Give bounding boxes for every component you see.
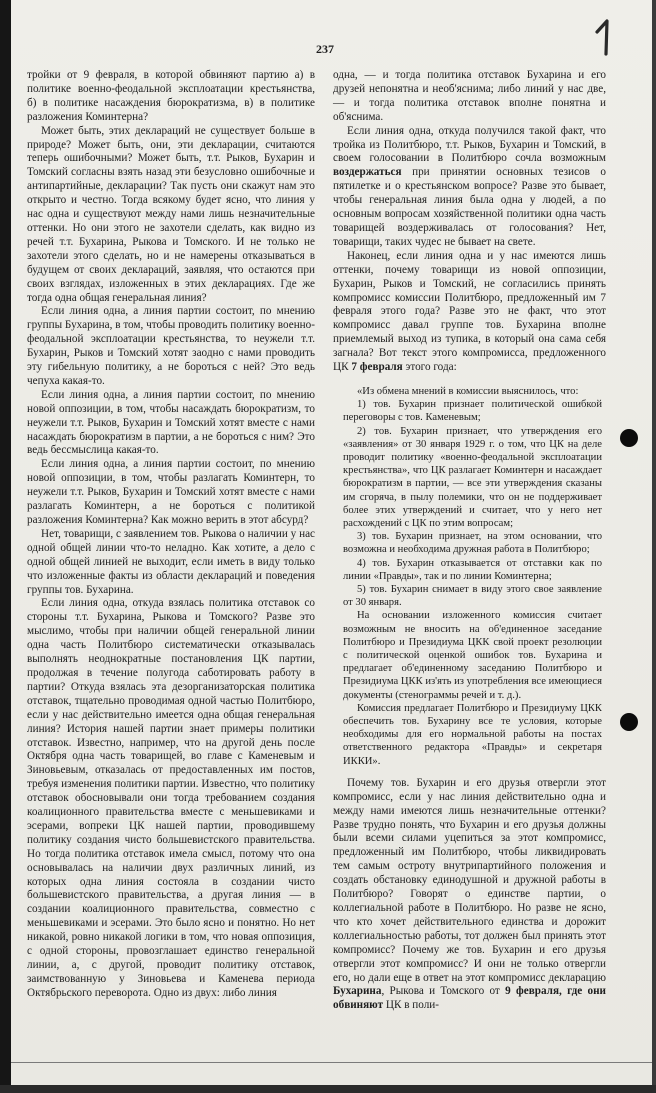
bold-phrase: 7 февраля [351, 361, 403, 374]
text-run: , Рыкова и Томского от [381, 985, 506, 998]
bold-phrase: 9 февраля, где они обвиняют [333, 985, 607, 1012]
bold-phrase: Бухарина [333, 985, 382, 998]
paragraph: тройки от 9 февраля, в которой обвиняют партию а) в политике военно-феодальной эксплоатации крестьянства, б) в политике насаждения бюрократизма, в) в политике разложения Коминтерна? [27, 69, 315, 123]
punch-hole-lower [620, 713, 638, 731]
quote-paragraph: 4) тов. Бухарин отказывается от отставки как по линии «Правды», так и по линии Коминтерна; [343, 557, 602, 582]
quote-paragraph: Комиссия предлагает Политбюро и Президиуму ЦКК обеспечить тов. Бухарину все те условия, которые необходимы для его нормальной работы на постах ответственного редактора «Правды» и секретаря ИККИ». [343, 702, 602, 767]
scan-bottom-line [11, 1062, 652, 1063]
text-run: этого года: [402, 361, 457, 374]
paragraph: Может быть, этих деклараций не существует больше в природе? Может быть, они, эти декларации, считаются теперь ошибочными? Может быть, т.т. Рыков, Бухарин и Томский согласны взять назад эти безусловно ошибочные и антипартийные, декларации? Так пусть они скажут нам это открыто и честно. Тогда всякому будет ясно, что линия у нас одна и существуют между нами лишь незначительные оттенки. Но они этого не захотели сделать, как видно из речей т.т. Бухарина, Рыкова и Томского. И не только не захотели этого сделать, но и не намерены отказываться в будущем от своих деклараций, заявляя, что остаются при своих взглядах, изложенных в этих декларациях. Где же тогда одна общая генеральная линия? [27, 124, 315, 304]
quote-paragraph: «Из обмена мнений в комиссии выяснилось, что: [357, 385, 579, 397]
quote-paragraph: 2) тов. Бухарин признает, что утверждения его «заявления» от 30 января 1929 г. о том, что ЦК на деле проводит политику «военно-феодальной эксплоатации крестьянства», что ЦК разлагает Коминтерн и насаждает бюрократизм в партии, — все эти утверждения сказаны им сгоряча, в пылу полемики, что он не поддерживает более этих утверждений и считает, что у него нет расхождений с ЦК по этим вопросам; [343, 425, 602, 529]
scan-bottom-edge [0, 1085, 656, 1093]
text-run: ЦК в поли- [383, 999, 440, 1012]
paragraph: Если линия одна, а линия партии состоит, по мнению группы Бухарина, в том, чтобы проводить политику военно-феодальной эксплоатации крестьянства, то неужели т.т. Бухарин, Рыков и Томский хотят заодно с нами проводить эту гибельную политику, а не бороться с ней? Это ведь чепуха какая-то. [27, 305, 315, 387]
paragraph: Нет, товарищи, с заявлением тов. Рыкова о наличии у нас одной общей линии что-то неладно. Как хотите, а дело с одной общей линией не выходит, если иметь в виду только что изложенные факты из области деклараций и поведения группы тов. Бухарина. [27, 527, 315, 596]
bold-phrase: воздержаться [333, 166, 402, 179]
paragraph [333, 250, 606, 375]
text-run: при принятии основных тезисов о пятилетке и о крестьянском вопросе? Разве это бывает, чтобы генеральная линия была одна у людей, а по основным вопросам хозяйственной политики одна часть товарищей воздерживалась от голосования? Нет, товарищи, таких чудес не бывает на свете. [333, 166, 606, 248]
scan-left-edge [0, 0, 11, 1093]
text-run: Если линия одна, откуда получился такой факт, что тройка из Политбюро, т.т. Рыков, Бухарин и Томский, в своем голосовании в Политбюро сочла возможным [333, 124, 606, 165]
paragraph: Если линия одна, а линия партии состоит, по мнению новой оппозиции, в том, чтобы разлагать Коминтерн, то неужели т.т. Рыков, Бухарин и Томский хотят вместе с нами разлагать Коминтерн, а не бороться с политикой разложения Коминтерна? Как можно верить в этот абсурд? [27, 458, 315, 526]
quote-paragraph: 5) тов. Бухарин снимает в виду этого свое заявление от 30 января. [343, 583, 602, 609]
handwritten-page-mark [587, 18, 617, 58]
paragraph: одна, — и тогда политика отставок Бухарина и его друзей непонятна и необ'яснима; либо линий у нас две, — и тогда политика отставок вполне понятна и об'яснима. [333, 69, 606, 123]
paragraph: Если линия одна, откуда взялась политика отставок со стороны т.т. Бухарина, Рыкова и Томского? Разве это мыслимо, чтобы при наличии общей генеральной линии одна часть Политбюро систематически отказывалась выполнять неоднократные постановления ЦК партии, продолжая в течение полугода саботировать работу в партии? Откуда взялась эта дезорганизаторская политика отставок, тщательно проводимая одной частью Политбюро, если у нас действительно имеется одна общая генеральная линия? История нашей партии знает примеры политики отставок. Известно, например, что на другой день после Октября одна часть товарищей, во главе с Каменевым и Зиновьевым, отказалась от предоставленных им постов, требуя изменения политики партии. Известно, что политику отставок обосновывали они тогда требованием создания коалиционного правительства вместе с меньшевиками и эсерами, вопреки ЦК нашей партии, проводившему политику создания чисто большевистского правительства. Но тогда политика отставок имела смысл, потому что она основывалась на наличии двух различных линий, из которых одна линия состояла в создании чисто большевистского правительства, а другая линия — в создании коалиционного правительства, совместно с меньшевиками и эсерами. Это было ясно и понятно. Но нет никакой, ровно никакой логики в том, что новая оппозиция, с одной стороны, провозглашает единство генеральной линии, а, с другой, проводит политику отставок, заимствованную у Зиновьева и Каменева периода Октябрьского переворота. Одно из двух: либо линия [27, 597, 315, 999]
text-run: Почему тов. Бухарин и его друзья отвергли этот компромисс, если у нас линия действительно одна и между нами имеются лишь незначительные оттенки? Разве трудно понять, что Бухарин и его друзья должны были всеми силами уцепиться за этот компромисс, предложенный им Политбюро, чтобы ликвидировать тем самым остроту внутрипартийного положения и создать обстановку единодушной и дружной работы в Политбюро? Говорят о единстве партии, о коллегиальной работе в Политбюро. Но разве не ясно, что кто хочет действительного единства и дорожит коллегиальностью работы, тот должен был принять этот компромисс? Почему же тов. Бухарин и его друзья отвергли этот компромисс? И они не только отвергли его, но дали еще в ответ на этот компромисс декларацию [333, 776, 606, 984]
text-run: Наконец, если линия одна и у нас имеются лишь оттенки, почему товарищи из новой оппозиции, Бухарин, Рыков и Томский, не согласились принять компромисс комиссии Политбюро, предложенный им 7 февраля этого года? Разве это не факт, что этот компромисс давал группе тов. Бухарина вполне приемлемый выход из тупика, в который она сама себя загнала? Вот текст этого компромисса, предложенного ЦК [333, 249, 606, 374]
quote-paragraph: 3) тов. Бухарин признает, на этом основании, что возможна и необходима дружная работа в Политбюро; [343, 531, 602, 556]
quote-paragraph: 1) тов. Бухарин признает политической ошибкой переговоры с тов. Каменевым; [343, 399, 602, 424]
paragraph [333, 125, 606, 250]
right-text-column [333, 69, 606, 1013]
scan-right-edge [652, 0, 656, 1093]
paragraph: Если линия одна, а линия партии состоит, по мнению новой оппозиции, в том, чтобы насаждать бюрократизм, то неужели т.т. Рыков, Бухарин и Томский хотят вместе с нами насаждать бюрократизм в партии, а не бороться с ним? Это ведь бессмыслица какая-то. [27, 388, 315, 457]
left-text-column [27, 69, 315, 1001]
punch-hole-upper [620, 429, 638, 447]
page-number: 237 [316, 42, 334, 56]
quote-paragraph: На основании изложенного комиссия считает возможным не вносить на об'единенное заседание Политбюро и Президиума ЦКК свой проект резолюции с политической оценкой ошибок тов. Бухарина и предлагает об'единенному заседанию Политбюро и Президиума ЦКК из'ять из употребления все имеющиеся документы (стенограммы речей и т. д.). [343, 610, 602, 701]
paragraph [333, 777, 606, 1013]
